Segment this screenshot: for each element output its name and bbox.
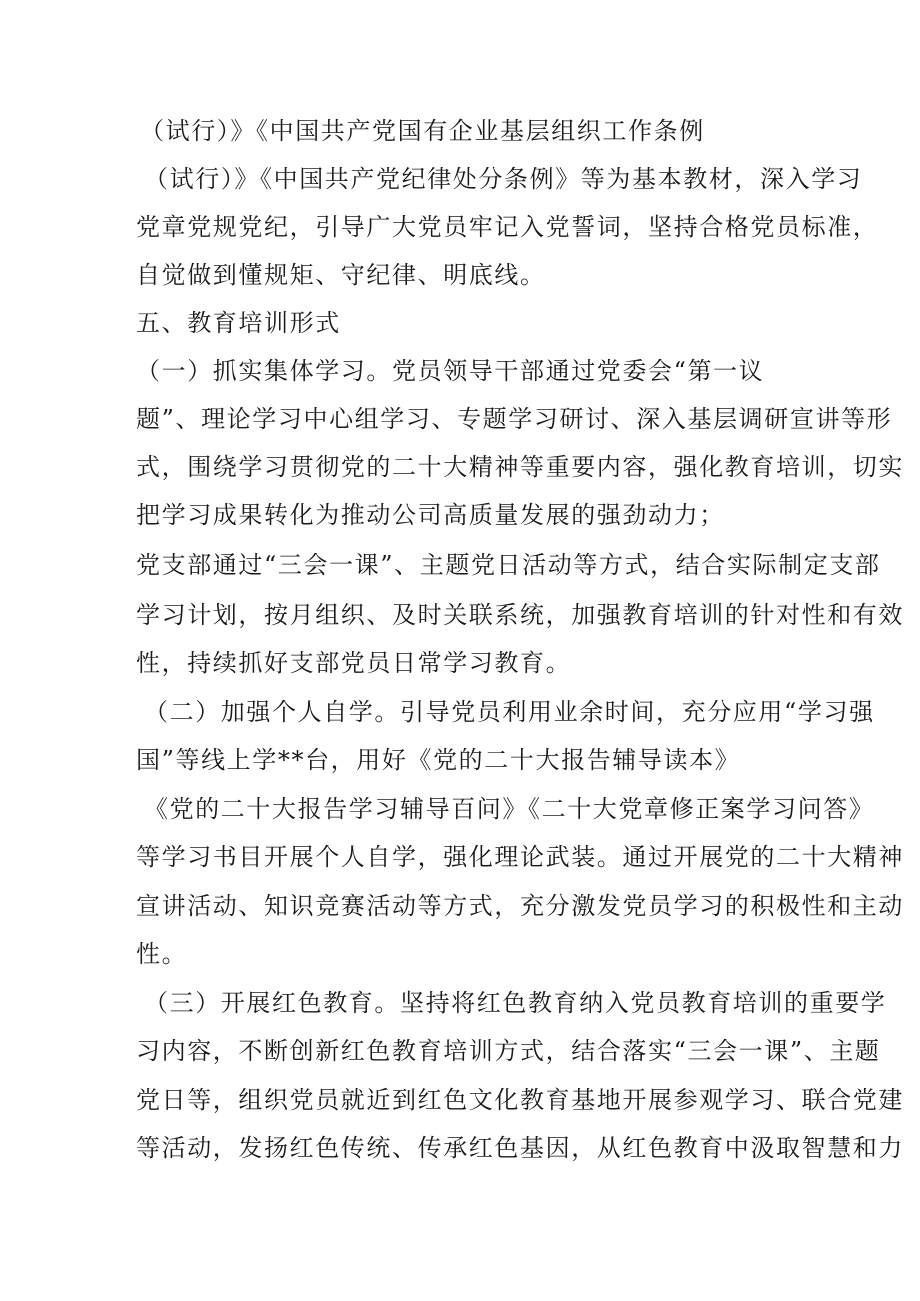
text-line-19: （三）开展红色教育。坚持将红色教育纳入党员教育培训的重要学 bbox=[144, 989, 887, 1017]
text-line-9: 把学习成果转化为推动公司高质量发展的强劲动力； bbox=[136, 501, 725, 529]
text-line-3: 党章党规党纪，引导广大党员牢记入党誓词，坚持合格党员标准， bbox=[136, 213, 879, 241]
text-line-10: 党支部通过“三会一课”、主题党日活动等方式，结合实际制定支部 bbox=[136, 551, 881, 579]
text-line-13: （二）加强个人自学。引导党员利用业余时间，充分应用“学习强 bbox=[144, 698, 875, 726]
text-line-8: 式，围绕学习贯彻党的二十大精神等重要内容，强化教育培训，切实 bbox=[136, 453, 904, 481]
text-line-7: 题”、理论学习中心组学习、专题学习研讨、深入基层调研宣讲等形 bbox=[136, 405, 893, 433]
text-line-6: （一）抓实集体学习。党员领导干部通过党委会“第一议 bbox=[136, 357, 765, 385]
text-line-16: 等学习书目开展个人自学，强化理论武装。通过开展党的二十大精神 bbox=[136, 843, 904, 871]
text-line-18: 性。 bbox=[136, 940, 188, 968]
text-line-4: 自觉做到懂规矩、守纪律、明底线。 bbox=[136, 261, 546, 289]
text-line-2: （试行）》《中国共产党纪律处分条例》等为基本教材，深入学习 bbox=[144, 165, 863, 193]
text-line-15: 《党的二十大报告学习辅导百问》《二十大党章修正案学习问答》 bbox=[144, 795, 875, 823]
text-line-22: 等活动，发扬红色传统、传承红色基因，从红色教育中汲取智慧和力 bbox=[136, 1134, 904, 1162]
text-line-12: 性，持续抓好支部党员日常学习教育。 bbox=[136, 649, 572, 677]
section-heading: 五、教育培训形式 bbox=[136, 309, 341, 337]
text-line-14: 国”等线上学**台，用好《党的二十大报告辅导读本》 bbox=[136, 746, 741, 774]
text-line-1: （试行）》《中国共产党国有企业基层组织工作条例 bbox=[140, 117, 705, 145]
text-line-17: 宣讲活动、知识竞赛活动等方式，充分激发党员学习的积极性和主动 bbox=[136, 892, 904, 920]
text-line-11: 学习计划，按月组织、及时关联系统，加强教育培训的针对性和有效 bbox=[136, 601, 904, 629]
text-line-21: 党日等，组织党员就近到红色文化教育基地开展参观学习、联合党建 bbox=[136, 1086, 904, 1114]
text-line-20: 习内容，不断创新红色教育培训方式，结合落实“三会一课”、主题 bbox=[136, 1037, 881, 1065]
